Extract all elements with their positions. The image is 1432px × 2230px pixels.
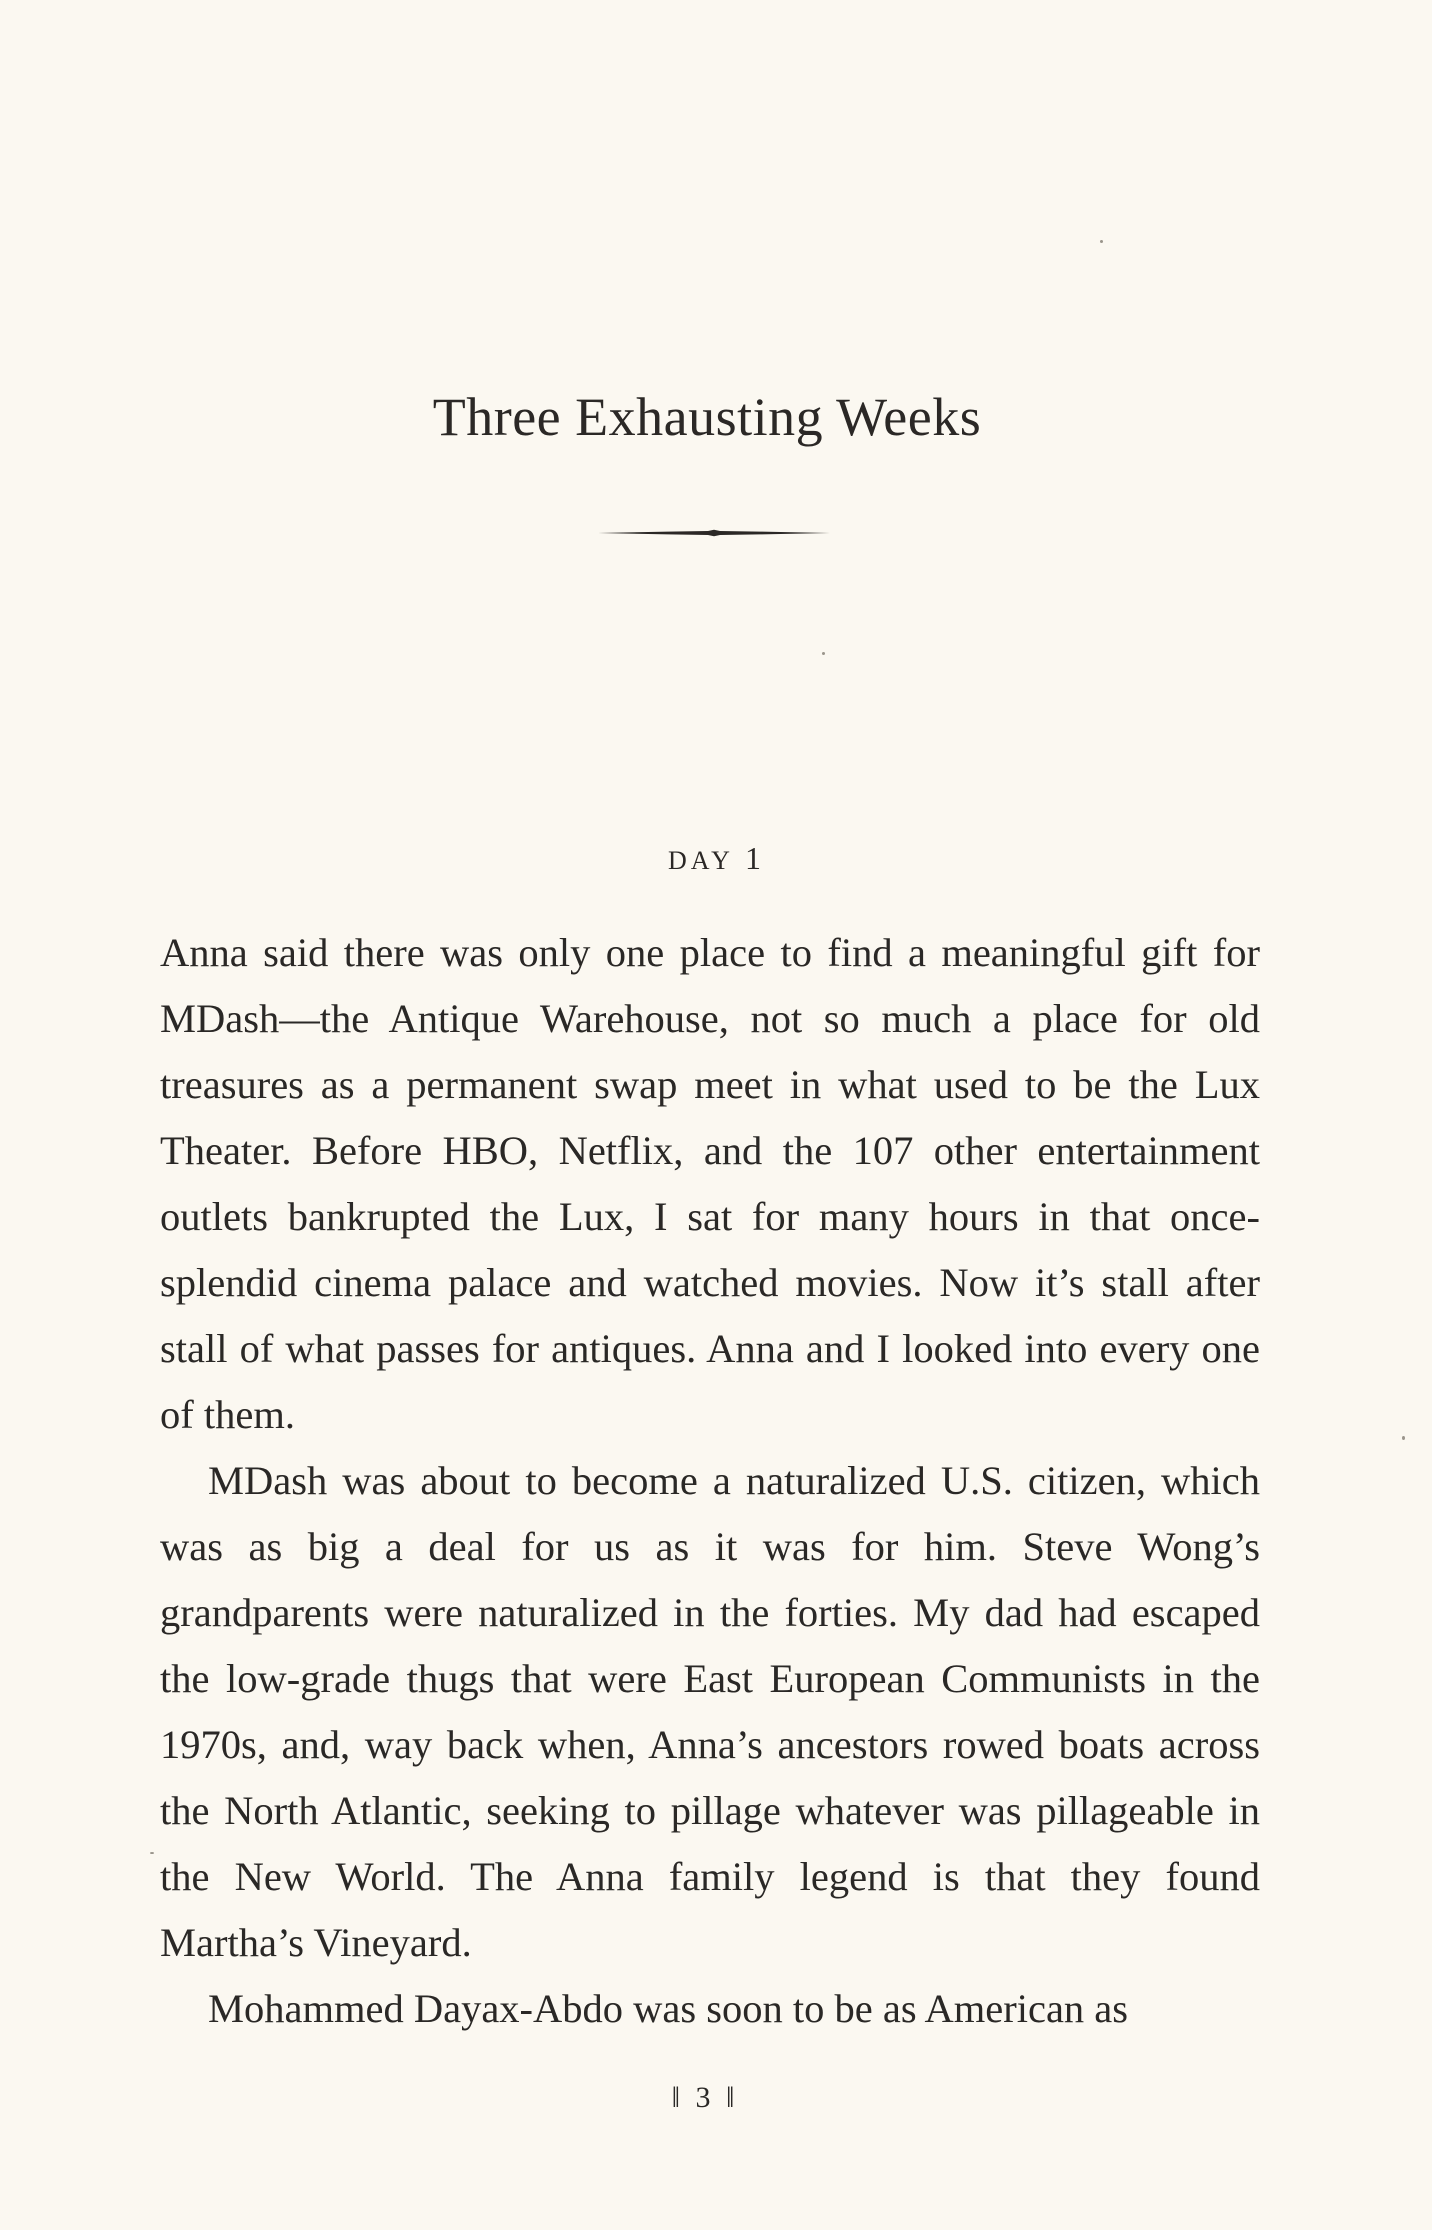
scan-speck — [822, 652, 825, 655]
section-heading — [0, 838, 1432, 881]
section-number: 1 — [744, 840, 764, 876]
section-label: DAY — [668, 846, 734, 875]
chapter-title: Three Exhausting Weeks — [432, 387, 982, 447]
body-text — [160, 920, 1260, 2042]
paragraph: Anna said there was only one place to find a meaningful gift for MDash—the Antique Warehouse, not so much a place for old treasures as a permanent swap meet in what used to be the Lux Theater. Before HBO, Netflix, and the 107 other entertainment outlets bankrupted the Lux, I sat for many hours in that once-splendid cinema palace and watched movies. Now it’s stall after stall of what passes for antiques. Anna and I looked into every one of them. — [160, 930, 1260, 1437]
paragraph: Mohammed Dayax-Abdo was soon to be as American as — [208, 1986, 1129, 2031]
scan-speck — [1402, 1436, 1405, 1440]
page-number: ‖ 3 ‖ — [671, 2081, 739, 2114]
paragraph: MDash was about to become a naturalized U.S. citizen, which was as big a deal for us as it was for him. Steve Wong’s grandparents were naturalized in the forties. My dad had escaped the low-grade thugs that were East European Communists in the 1970s, and, way back when, Anna’s ancestors rowed boats across the North Atlantic, seeking to pillage whatever was pillageable in the New World. The Anna family legend is that they found Martha’s Vineyard. — [160, 1458, 1260, 1965]
ornament-rule — [598, 526, 830, 540]
scan-speck — [150, 1852, 154, 1854]
scan-speck — [1100, 240, 1103, 243]
